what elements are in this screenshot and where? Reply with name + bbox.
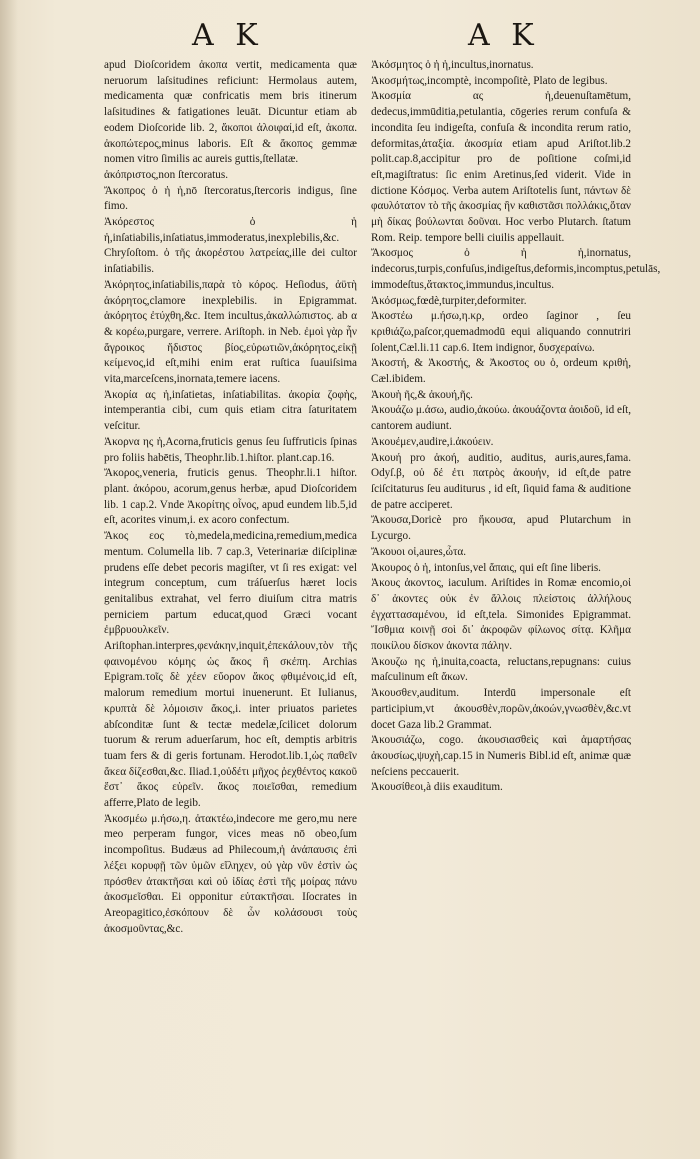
entry: Ἀκουσιάζω, cogo. ἀκουσιασθεὶς καὶ ἁμαρτήσας ἀκουσίως,ψυχὴ,cap.15 in Numeris Bibl.id eſt, animæ quæ neſciens peccauerit.: [371, 734, 631, 778]
entry: Ἀκόρεστος ὁ ἡ ἡ,inſatiabilis,inſatiatus,immoderatus,inexplebilis,&c. Chryſoſtom. ὁ τῆς ἀκορέστου λατρείας,ille dei cultor inſatiabilis.: [104, 216, 357, 276]
entry: Ἄκος εος τὸ,medela,medicina,remedium,medica mentum. Columella lib. 7 cap.3, Veterinariæ diſciplinæ prudens eſſe debet pecoris magiſter, vt ſi res exigat: vel integrum conceptum, cum tráſuerſus hæret locis genitalibus extrahat, vel ferro diuiſum citra matris perniciem partum educat,quod Græci vocant ἐμβρυουλκεῖν. Ariſtophan.interpres,φενάκην,inquit,ἐπεκάλουν,τὸν τῆς φαινομένου κόμης ὡς ἄκος ἢ σκέπη. Archias Epigram.τοῖς δὲ χέεν εὔορον ἄκος φθιμένοις,id eſt, malorum remedium mortui inuenerunt. Et Iulianus, κρυπτὰ δὲ λόμοισιν ἄκος,i. inter priuatos parietes abſconditæ ſunt & tectæ medelæ,ſcilicet dolorum tuorum & rerum aduerſarum, hoc eſt, demptis arbitris tuam fers & di geris fortunam. Herodot.lib.1,ὡς παθεῖν ἄκεα δίζεσθαι,&c. Iliad.1,οὐδέτι μῆχος ῥεχθέντος κακοῦ ἔστ᾽ ἄκος εὑρεῖν. ἄκος ποιεῖσθαι, remedium afferre,Plato de legib.: [104, 530, 357, 810]
entry: Ἀκουζω ης ἡ,inuita,coacta, reluctans,repugnans: cuius maſculinum eſt ἄκων.: [371, 655, 631, 684]
entry: ἀκόπριστος,non ſtercoratus.: [104, 168, 229, 181]
gutter-shadow: [0, 0, 18, 1159]
entry: Ἀκουέμεν,audire,i.ἀκούειν.: [371, 435, 494, 448]
entry: Ἄκουσα,Doricè pro ἤκουσα, apud Plutarchum in Lycurgo.: [371, 514, 631, 543]
entry: Ἀκόσμως,fœdè,turpiter,deformiter.: [371, 294, 527, 307]
entry: Ἄκορος,veneria, fruticis genus. Theophr.li.1 hiſtor. plant. ἀκόρου, acorum,genus herbæ, apud Dioſcoridem lib. 1 cap.2. Vnde Ἀκορίτης οἶνος, apud eundem lib.5,id eſt, acorites vinum,i. ex acoro confectum.: [104, 467, 357, 527]
left-column: [104, 58, 357, 937]
entry: Ἀκουρος ὁ ἡ, intonſus,vel ἄπαις, qui eſt ſine liberis.: [371, 561, 601, 574]
entry: Ἀκόρητος,inſatiabilis,παρὰ τὸ κόρος. Heſiodus, ἀϋτὴ ἀκόρητος,clamore inexplebilis. in Epigrammat. ἀκόρητος ἐτύχθη,&c. Item incultus,ἀκαλλώπιστος. ab α & κορέω,purgare, verrere. Ariſtoph. in Neb. ἐμοὶ γὰρ ἦν ἄγροικος ἥδιστος βίος,εὐρωτιῶν,ἀκόρητος,εἰκῇ κείμενος,id eſt,mihi enim erat ruſtica ſuauiſsima vita,marceſcens,inornata,temere iacens.: [104, 278, 357, 386]
right-column: [371, 58, 661, 796]
entry: Ἀκορία ας ἡ,inſatietas, inſatiabilitas. ἀκορία ζοφὴς, intemperantia cibi, cum quis etiam citra ſaturitatem veſcitur.: [104, 388, 357, 433]
entry: Ἀκόσμητος ὁ ἡ ἡ,incultus,inornatus.: [371, 59, 534, 71]
running-head-left: A K: [192, 18, 264, 53]
entry: Ἀκοσμία ας ἡ,deuenuſtamētum, dedecus,immūditia,petulantia, cōgeries rerum confuſa & incondita ſeu indigeſta, confuſa & incondita rerum ratio, deformitas,ἀταξία. ἀκοσμία etiam apud Ariſtot.lib.2 polit.cap.8,accipitur pro de poſitione coſmi,id eſt,magiſtratus: ſic enim Aretinus,ſed viderit. Vide in dictione Κόσμος. Verba autem Ariſtotelis ſunt, πάντων δὲ φαυλότατον τὸ τῆς ἀκοσμίας ἣν καθιστᾶσι πολλάκις,ὅταν μὴ δίκας βούλωνται δοῦναι. Hoc verbo Plutarch. ſtatum Rom. Reip. tempore belli ciuilis appellauit.: [371, 90, 631, 244]
running-head-right: A K: [468, 18, 540, 53]
entry: Ἄκοσμος ὁ ἡ ἡ,inornatus, indecorus,turpis,confuſus,indigeſtus,deformis,incomptus,petulās, immodeſtus,ἄτακτος,immundus,incultus.: [371, 247, 661, 291]
entry: Ἀκοσμήτως,incomptè, incompoſitè, Plato de legibus.: [371, 74, 608, 87]
entry: apud Dioſcoridem ἀκοπα vertit, medicamenta quæ neruorum laſsitudines reficiunt: Hermolaus autem, medicamenta quæ confricatis mem bris itinerum laſsitudines & fatigationes leuāt. Dicuntur etiam ab eodem Dioſcoride lib. 2, ἄκοποι ἀλοιφαί,id eſt, ἀκοπα. ἀκοπώτερος,minus laboris. Eſt & ἄκοπος gemmæ nomen vitro ſimilis ac aureis guttis,ſtellatæ.: [104, 59, 357, 166]
entry: Ἀκοσμέω μ.ήσω,η. ἀτακτέω,indecore me gero,mu nere meo perperam fungor, vices meas nō obeo,ſum incompoſitus. Budæus ad Philecoum,ἡ ἀνάπαυσις ἐπὶ λέξει κορυφῇ τῶν ὑμῶν εἴληχεν, οὐ γὰρ νῦν ἐστὶν ὡς πρόσθεν ἀτακτῆσαι καὶ οὐ ἰδίας ἐστὶ τῆς μοίρας πάνυ ἀκοσμεῖσθαι. Ei opponitur εὐτακτῆσαι. Iſocrates in Areopagitico,ἐσκόπουν δὲ ὧν κολάσουσι τοὺς ἀκοσμοῦντας,&c.: [104, 812, 357, 935]
entry: Ἀκουή pro ἀκοή, auditio, auditus, auris,aures,fama. Odyſ.β, οὐ δέ ἐτι πατρὸς ἀκουήν, id eſt,de patre ſciſcitaturus ſeu auditurus , id eſt, ſiquid fama & auditione de patre acciperet.: [371, 451, 631, 511]
entry: Ἀκοστή, & Ἀκοστής, & Ἀκοστος ου ὁ, ordeum κριθή, Cæl.ibidem.: [371, 357, 631, 386]
entry: Ἀκουσίθεοι,à diis exauditum.: [371, 781, 503, 794]
entry: Ἀκουὴ ῆς,& ἀκουή,ῆς.: [371, 388, 473, 401]
entry: Ἀκους ἀκοντος, iaculum. Ariſtides in Romæ encomio,οἱ δ᾽ ἀκοντες οὐκ ἐν ἄλλοις πλείστοις ἀλλήλους ἐγχαττασαμένου, id eſt,tela. Simonides Epigrammat. Ἴσθμια κοινῇ σοὶ δι᾽ ἀκροφῶν φίλωνος σίτᾳ. Κλῆμα ποικίλου δίσκον ἀκοντα πάλην.: [371, 577, 631, 653]
entry: Ἀκουσθεν,auditum. Interdū impersonale eſt participium,vt ἀκουσθὲν,πορῶν,ἀκοών,γνωσθὲν,&c.vt docet Gaza lib.2 Grammat.: [371, 687, 631, 731]
entry: Ἀκορνα ης ἡ,Acorna,fruticis genus ſeu ſuffruticis ſpinas pro foliis habētis, Theophr.lib.1.hiſtor. plant.cap.16.: [104, 435, 357, 464]
entry: Ἄκουοι οἱ,aures,ὦτα.: [371, 545, 467, 558]
entry: Ἀκοστέω μ.ήσω,η.κρ, ordeo ſaginor , ſeu κριθιάζω,paſcor,quemadmodū equi aliquando connutriri ſolent,Cæl.li.11 cap.6. Item indignor, δυσχεραίνω.: [371, 310, 631, 354]
entry: Ἄκοπρος ὁ ἡ ἡ,nō ſtercoratus,ſtercoris indigus, ſine fimo.: [104, 184, 357, 213]
entry: Ἀκουάζω μ.άσω, audio,ἀκούω. ἀκουάζοντα ἀοιδοῦ, id eſt, cantorem audiunt.: [371, 404, 631, 433]
